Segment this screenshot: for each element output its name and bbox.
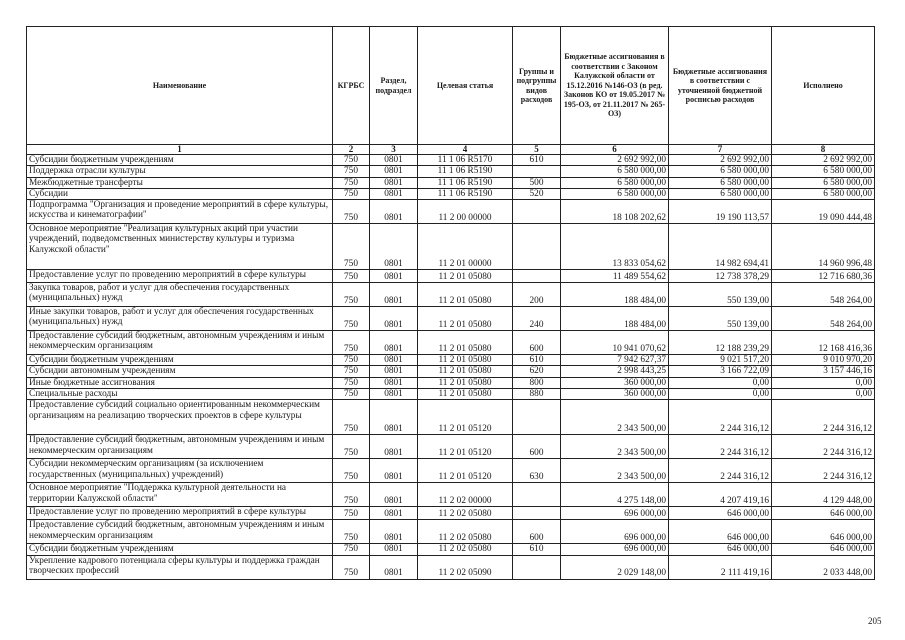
row-kgrbs: 750 [333, 520, 370, 544]
row-executed: 646 000,00 [772, 507, 875, 520]
row-budget-law: 2 343 500,00 [561, 400, 669, 435]
row-section: 0801 [370, 389, 418, 400]
row-budget-refined: 646 000,00 [669, 544, 772, 555]
row-budget-law: 360 000,00 [561, 377, 669, 388]
row-target: 11 1 06 R5170 [418, 155, 513, 166]
row-target: 11 1 06 R5190 [418, 166, 513, 177]
table-body [27, 155, 875, 580]
header-groups: Группы и подгруппы видов расходов [513, 27, 561, 145]
row-group: 800 [513, 377, 561, 388]
row-target: 11 2 01 05080 [418, 331, 513, 355]
row-group [513, 224, 561, 270]
row-executed: 2 033 448,00 [772, 555, 875, 579]
column-number: 8 [772, 145, 875, 155]
row-group: 620 [513, 366, 561, 377]
row-budget-law: 10 941 070,62 [561, 331, 669, 355]
row-budget-refined: 550 139,00 [669, 307, 772, 331]
row-budget-law: 18 108 202,62 [561, 200, 669, 224]
row-section: 0801 [370, 224, 418, 270]
row-target: 11 2 01 05120 [418, 459, 513, 483]
table-row [27, 307, 875, 331]
table-row [27, 224, 875, 270]
table-row [27, 331, 875, 355]
row-group: 600 [513, 435, 561, 459]
row-group [513, 507, 561, 520]
table-row [27, 389, 875, 400]
row-budget-refined: 6 580 000,00 [669, 188, 772, 199]
row-kgrbs: 750 [333, 435, 370, 459]
row-group: 610 [513, 544, 561, 555]
row-name: Предоставление субсидий бюджетным, автономным учреждениям и иным некоммерческим организациям [27, 331, 333, 355]
table-row [27, 544, 875, 555]
row-budget-refined: 2 244 316,12 [669, 459, 772, 483]
table-row [27, 283, 875, 307]
row-target: 11 2 01 05080 [418, 270, 513, 283]
row-executed: 6 580 000,00 [772, 177, 875, 188]
row-budget-law: 360 000,00 [561, 389, 669, 400]
row-budget-refined: 12 738 378,29 [669, 270, 772, 283]
row-kgrbs: 750 [333, 389, 370, 400]
table-row [27, 166, 875, 177]
table-row [27, 400, 875, 435]
row-budget-law: 4 275 148,00 [561, 483, 669, 507]
row-group [513, 400, 561, 435]
row-kgrbs: 750 [333, 166, 370, 177]
row-target: 11 2 00 00000 [418, 200, 513, 224]
row-kgrbs: 750 [333, 177, 370, 188]
row-name: Предоставление субсидий бюджетным, автономным учреждениям и иным некоммерческим организациям [27, 435, 333, 459]
row-name: Предоставление услуг по проведению мероприятий в сфере культуры [27, 507, 333, 520]
row-group: 240 [513, 307, 561, 331]
row-budget-refined: 0,00 [669, 389, 772, 400]
row-budget-refined: 12 188 239,29 [669, 331, 772, 355]
column-number: 2 [333, 145, 370, 155]
row-name: Субсидии автономным учреждениям [27, 366, 333, 377]
row-kgrbs: 750 [333, 331, 370, 355]
header-name: Наименование [27, 27, 333, 145]
row-section: 0801 [370, 200, 418, 224]
row-name: Субсидии некоммерческим организациям (за исключением государственных (муниципальных) учреждений) [27, 459, 333, 483]
column-number: 6 [561, 145, 669, 155]
table-row [27, 483, 875, 507]
header-target: Целевая статья [418, 27, 513, 145]
row-kgrbs: 750 [333, 355, 370, 366]
row-name: Предоставление субсидий социально ориентированным некоммерческим организациям на реализацию творческих проектов в сфере культуры [27, 400, 333, 435]
row-section: 0801 [370, 377, 418, 388]
row-executed: 12 716 680,36 [772, 270, 875, 283]
row-group: 520 [513, 188, 561, 199]
row-budget-refined: 3 166 722,09 [669, 366, 772, 377]
header-budget-refined: Бюджетные ассигнования в соответствии с уточненной бюджетной росписью расходов [669, 27, 772, 145]
row-name: Межбюджетные трансферты [27, 177, 333, 188]
row-name: Субсидии [27, 188, 333, 199]
row-target: 11 2 01 05080 [418, 377, 513, 388]
row-target: 11 2 01 05120 [418, 400, 513, 435]
row-group [513, 555, 561, 579]
row-section: 0801 [370, 520, 418, 544]
page-number: 205 [868, 616, 882, 626]
row-executed: 0,00 [772, 389, 875, 400]
row-name: Специальные расходы [27, 389, 333, 400]
row-executed: 646 000,00 [772, 520, 875, 544]
row-budget-refined: 646 000,00 [669, 507, 772, 520]
row-budget-refined: 4 207 419,16 [669, 483, 772, 507]
row-budget-law: 188 484,00 [561, 307, 669, 331]
row-target: 11 2 01 05080 [418, 355, 513, 366]
row-section: 0801 [370, 283, 418, 307]
table-row [27, 200, 875, 224]
row-budget-law: 6 580 000,00 [561, 177, 669, 188]
row-section: 0801 [370, 507, 418, 520]
column-number: 1 [27, 145, 333, 155]
row-target: 11 2 01 05080 [418, 389, 513, 400]
row-section: 0801 [370, 435, 418, 459]
row-budget-refined: 2 244 316,12 [669, 435, 772, 459]
row-section: 0801 [370, 166, 418, 177]
column-number: 7 [669, 145, 772, 155]
row-executed: 19 090 444,48 [772, 200, 875, 224]
table-row [27, 435, 875, 459]
row-budget-law: 2 998 443,25 [561, 366, 669, 377]
row-target: 11 2 01 00000 [418, 224, 513, 270]
row-target: 11 2 02 00000 [418, 483, 513, 507]
row-group: 610 [513, 355, 561, 366]
row-section: 0801 [370, 270, 418, 283]
row-kgrbs: 750 [333, 366, 370, 377]
row-name: Иные закупки товаров, работ и услуг для обеспечения государственных (муниципальных) нужд [27, 307, 333, 331]
row-kgrbs: 750 [333, 270, 370, 283]
row-kgrbs: 750 [333, 283, 370, 307]
row-name: Подпрограмма "Организация и проведение мероприятий в сфере культуры, искусства и кинематографии" [27, 200, 333, 224]
row-budget-law: 6 580 000,00 [561, 166, 669, 177]
row-target: 11 2 02 05080 [418, 520, 513, 544]
row-budget-law: 6 580 000,00 [561, 188, 669, 199]
row-target: 11 1 06 R5190 [418, 188, 513, 199]
row-target: 11 2 01 05080 [418, 283, 513, 307]
row-name: Основное мероприятие "Реализация культурных акций при участии учреждений, подведомственных министерству культуры и туризма Калужской области" [27, 224, 333, 270]
row-group: 600 [513, 520, 561, 544]
row-section: 0801 [370, 355, 418, 366]
table-row [27, 270, 875, 283]
row-executed: 4 129 448,00 [772, 483, 875, 507]
row-group: 600 [513, 331, 561, 355]
table-row [27, 377, 875, 388]
row-target: 11 2 02 05080 [418, 544, 513, 555]
row-executed: 2 692 992,00 [772, 155, 875, 166]
row-name: Поддержка отрасли культуры [27, 166, 333, 177]
row-group [513, 483, 561, 507]
table-row [27, 155, 875, 166]
row-group: 880 [513, 389, 561, 400]
row-name: Закупка товаров, работ и услуг для обеспечения государственных (муниципальных) нужд [27, 283, 333, 307]
row-kgrbs: 750 [333, 544, 370, 555]
row-budget-law: 2 343 500,00 [561, 435, 669, 459]
row-group [513, 166, 561, 177]
row-budget-law: 7 942 627,37 [561, 355, 669, 366]
row-executed: 646 000,00 [772, 544, 875, 555]
table-row [27, 188, 875, 199]
row-executed: 2 244 316,12 [772, 400, 875, 435]
row-budget-law: 696 000,00 [561, 520, 669, 544]
row-executed: 2 244 316,12 [772, 459, 875, 483]
row-section: 0801 [370, 459, 418, 483]
row-target: 11 2 01 05120 [418, 435, 513, 459]
header-row [27, 27, 875, 145]
row-group: 630 [513, 459, 561, 483]
row-name: Предоставление субсидий бюджетным, автономным учреждениям и иным некоммерческим организациям [27, 520, 333, 544]
table-row [27, 177, 875, 188]
row-executed: 0,00 [772, 377, 875, 388]
row-kgrbs: 750 [333, 507, 370, 520]
row-group: 200 [513, 283, 561, 307]
row-section: 0801 [370, 400, 418, 435]
row-kgrbs: 750 [333, 224, 370, 270]
row-section: 0801 [370, 307, 418, 331]
row-kgrbs: 750 [333, 483, 370, 507]
row-name: Субсидии бюджетным учреждениям [27, 355, 333, 366]
row-budget-refined: 19 190 113,57 [669, 200, 772, 224]
row-budget-law: 696 000,00 [561, 507, 669, 520]
row-name: Основное мероприятие "Поддержка культурной деятельности на территории Калужской области" [27, 483, 333, 507]
row-budget-refined: 6 580 000,00 [669, 177, 772, 188]
row-executed: 548 264,00 [772, 283, 875, 307]
row-name: Субсидии бюджетным учреждениям [27, 544, 333, 555]
column-number: 4 [418, 145, 513, 155]
row-executed: 6 580 000,00 [772, 166, 875, 177]
row-executed: 6 580 000,00 [772, 188, 875, 199]
row-section: 0801 [370, 544, 418, 555]
row-section: 0801 [370, 483, 418, 507]
row-section: 0801 [370, 366, 418, 377]
row-executed: 12 168 416,36 [772, 331, 875, 355]
row-kgrbs: 750 [333, 155, 370, 166]
row-name: Предоставление услуг по проведению мероприятий в сфере культуры [27, 270, 333, 283]
row-section: 0801 [370, 555, 418, 579]
table-row [27, 520, 875, 544]
header-budget-law: Бюджетные ассигнования в соответствии с Законом Калужской области от 15.12.2016 №146-ОЗ (в ред. Законов КО от 19.05.2017 № 195-ОЗ, от 21.11.2017 № 265-ОЗ) [561, 27, 669, 145]
row-budget-refined: 2 111 419,16 [669, 555, 772, 579]
row-budget-refined: 2 692 992,00 [669, 155, 772, 166]
row-budget-law: 2 692 992,00 [561, 155, 669, 166]
column-number: 5 [513, 145, 561, 155]
row-group [513, 200, 561, 224]
table-row [27, 459, 875, 483]
header-section: Раздел, подраздел [370, 27, 418, 145]
table-row [27, 355, 875, 366]
row-target: 11 1 06 R5190 [418, 177, 513, 188]
row-section: 0801 [370, 155, 418, 166]
table-row [27, 366, 875, 377]
row-name: Иные бюджетные ассигнования [27, 377, 333, 388]
row-budget-law: 11 489 554,62 [561, 270, 669, 283]
header-executed: Исполнено [772, 27, 875, 145]
row-kgrbs: 750 [333, 200, 370, 224]
budget-execution-table [26, 26, 875, 580]
row-name: Укрепление кадрового потенциала сферы культуры и поддержка граждан творческих профессий [27, 555, 333, 579]
row-section: 0801 [370, 177, 418, 188]
row-executed: 9 010 970,20 [772, 355, 875, 366]
row-budget-refined: 14 982 694,41 [669, 224, 772, 270]
row-kgrbs: 750 [333, 188, 370, 199]
row-budget-refined: 6 580 000,00 [669, 166, 772, 177]
row-group: 610 [513, 155, 561, 166]
row-target: 11 2 02 05080 [418, 507, 513, 520]
row-kgrbs: 750 [333, 555, 370, 579]
row-kgrbs: 750 [333, 307, 370, 331]
row-kgrbs: 750 [333, 400, 370, 435]
column-number-row [27, 145, 875, 155]
row-budget-law: 13 833 054,62 [561, 224, 669, 270]
row-executed: 2 244 316,12 [772, 435, 875, 459]
row-budget-refined: 9 021 517,20 [669, 355, 772, 366]
row-executed: 14 960 996,48 [772, 224, 875, 270]
row-budget-refined: 0,00 [669, 377, 772, 388]
row-budget-law: 2 029 148,00 [561, 555, 669, 579]
row-budget-law: 188 484,00 [561, 283, 669, 307]
row-group [513, 270, 561, 283]
table-row [27, 555, 875, 579]
row-target: 11 2 02 05090 [418, 555, 513, 579]
row-section: 0801 [370, 331, 418, 355]
row-budget-law: 2 343 500,00 [561, 459, 669, 483]
row-executed: 548 264,00 [772, 307, 875, 331]
row-group: 500 [513, 177, 561, 188]
row-target: 11 2 01 05080 [418, 366, 513, 377]
row-kgrbs: 750 [333, 377, 370, 388]
row-target: 11 2 01 05080 [418, 307, 513, 331]
row-name: Субсидии бюджетным учреждениям [27, 155, 333, 166]
row-budget-refined: 550 139,00 [669, 283, 772, 307]
row-budget-law: 696 000,00 [561, 544, 669, 555]
row-budget-refined: 646 000,00 [669, 520, 772, 544]
row-kgrbs: 750 [333, 459, 370, 483]
header-kgrbs: КГРБС [333, 27, 370, 145]
column-number: 3 [370, 145, 418, 155]
table-row [27, 507, 875, 520]
row-budget-refined: 2 244 316,12 [669, 400, 772, 435]
row-section: 0801 [370, 188, 418, 199]
row-executed: 3 157 446,16 [772, 366, 875, 377]
